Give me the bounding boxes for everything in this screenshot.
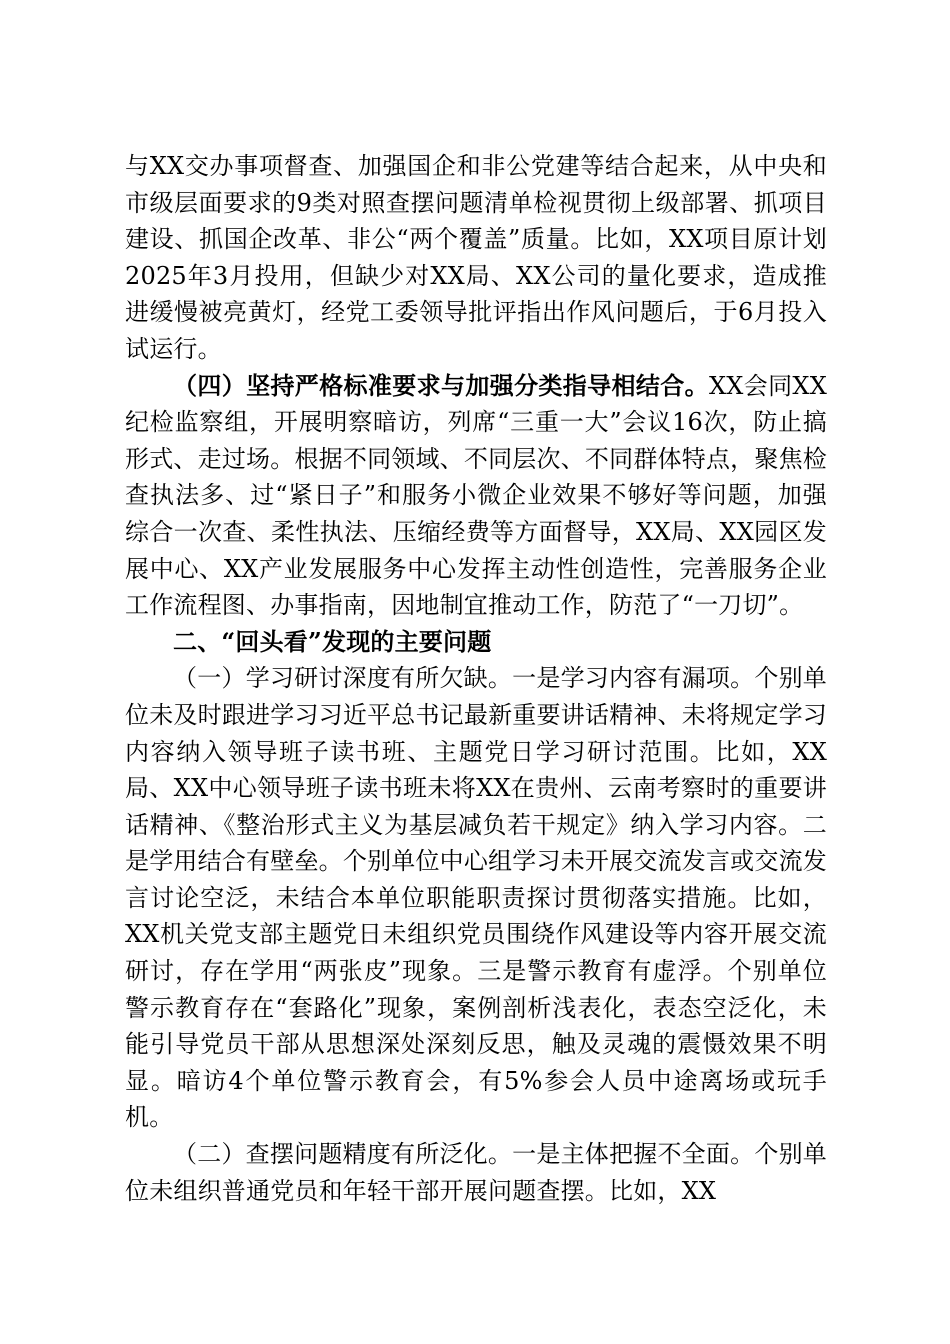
paragraph-point-one <box>125 660 827 1136</box>
point-four-heading: （四）坚持严格标准要求与加强分类指导相结合。 <box>173 370 709 400</box>
document-body <box>125 148 827 1209</box>
point-one-heading: （一）学习研讨深度有所欠缺。 <box>173 664 513 693</box>
paragraph-continued: 与XX交办事项督查、加强国企和非公党建等结合起来，从中央和市级层面要求的9类对照查摆问题清单检视贯彻上级部署、抓项目建设、抓国企改革、非公“两个覆盖”质量。比如，XX项目原计划2025年3月投用，但缺少对XX局、XX公司的量化要求，造成推进缓慢被亮黄灯，经党工委领导批评指出作风问题后，于6月投入试运行。 <box>125 152 827 363</box>
point-four-body: XX会同XX纪检监察组，开展明察暗访，列席“三重一大”会议16次，防止搞形式、走过场。根据不同领域、不同层次、不同群体特点，聚焦检查执法多、过“紧日子”和服务小微企业效果不够好等问题，加强综合一次查、柔性执法、压缩经费等方面督导，XX局、XX园区发展中心、XX产业发展服务中心发挥主动性创造性，完善服务企业工作流程图、办事指南，因地制宜推动工作，防范了“一刀切”。 <box>125 371 827 620</box>
section-two-heading: 二、“回头看”发现的主要问题 <box>173 626 492 656</box>
point-one-body: 一是学习内容有漏项。个别单位未及时跟进学习习近平总书记最新重要讲话精神、未将规定学习内容纳入领导班子读书班、主题党日学习研讨范围。比如，XX局、XX中心领导班子读书班未将XX在贵州、云南考察时的重要讲话精神、《整治形式主义为基层减负若干规定》纳入学习内容。二是学用结合有壁垒。个别单位中心组学习未开展交流发言或交流发言讨论空泛，未结合本单位职能职责探讨贯彻落实措施。比如，XX机关党支部主题党日未组织党员围绕作风建设等内容开展交流研讨，存在学用“两张皮”现象。三是警示教育有虚浮。个别单位警示教育存在“套路化”现象，案例剖析浅表化，表态空泛化，未能引导党员干部从思想深处深刻反思，触及灵魂的震慑效果不明显。暗访4个单位警示教育会，有5%参会人员中途离场或玩手机。 <box>125 664 827 1132</box>
point-two-heading: （二）查摆问题精度有所泛化。 <box>173 1140 513 1169</box>
paragraph-point-four <box>125 368 827 624</box>
point-two-body: 一是主体把握不全面。个别单位未组织普通党员和年轻干部开展问题查摆。比如，XX <box>125 1140 827 1205</box>
paragraph-point-two <box>125 1136 827 1209</box>
